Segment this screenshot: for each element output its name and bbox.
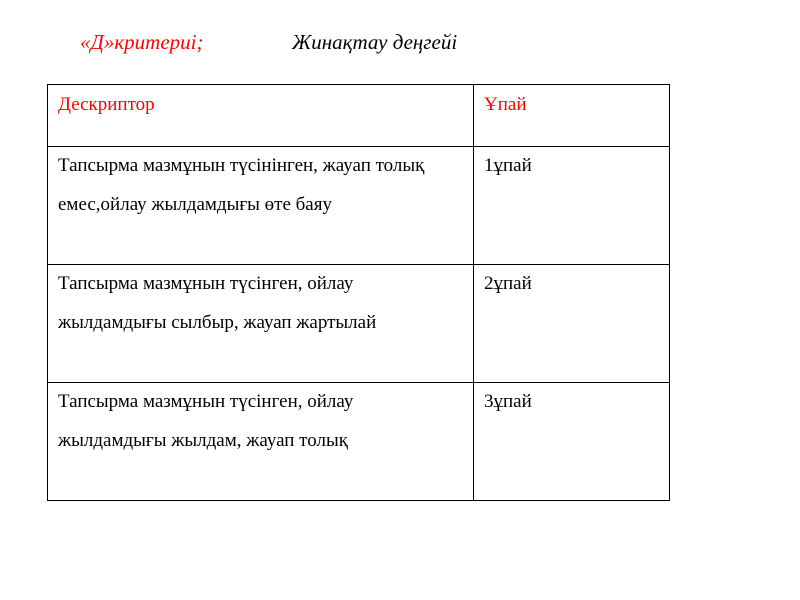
rubric-table	[47, 84, 670, 501]
descriptor-cell: Тапсырма мазмұнын түсінген, ойлау жылдамдығы сылбыр, жауап жартылай	[48, 265, 474, 383]
level-heading: Жинақтау деңгейі	[292, 30, 458, 54]
descriptor-column-header: Дескриптор	[48, 85, 474, 147]
table-row	[48, 383, 670, 501]
points-cell: 2ұпай	[474, 265, 670, 383]
points-cell: 3ұпай	[474, 383, 670, 501]
table-row	[48, 265, 670, 383]
descriptor-cell: Тапсырма мазмұнын түсінінген, жауап толық емес,ойлау жылдамдығы өте баяу	[48, 147, 474, 265]
table-row	[48, 147, 670, 265]
table-header-row	[48, 85, 670, 147]
criterion-heading: «Д»критериі;	[80, 30, 204, 54]
points-cell: 1ұпай	[474, 147, 670, 265]
points-column-header: Ұпай	[474, 85, 670, 147]
descriptor-cell: Тапсырма мазмұнын түсінген, ойлау жылдамдығы жылдам, жауап толық	[48, 383, 474, 501]
